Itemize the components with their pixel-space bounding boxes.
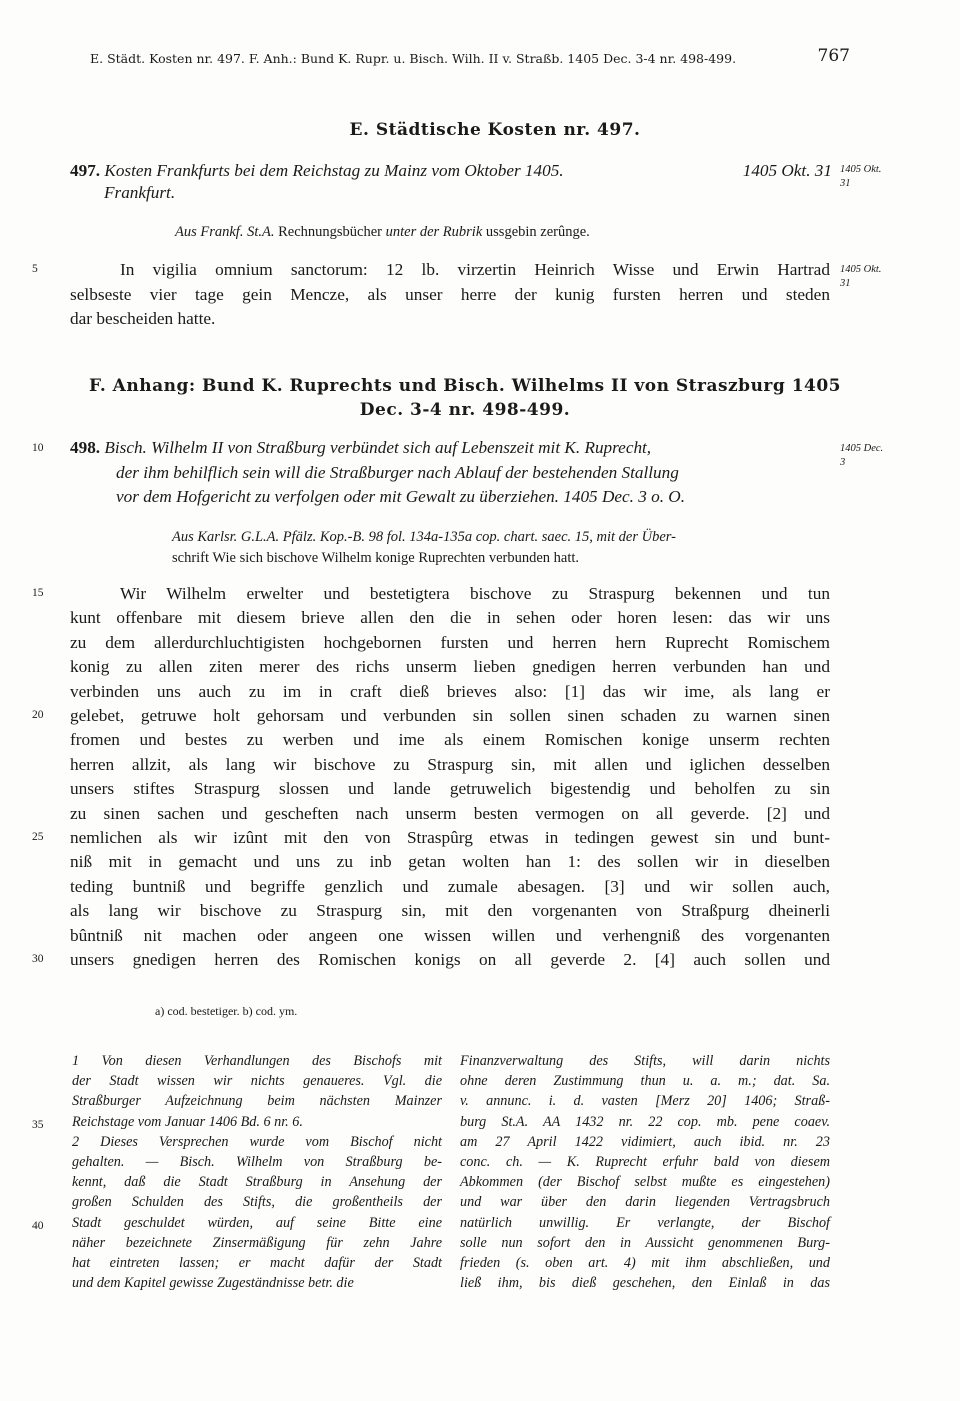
entry-497-number: 497. <box>70 161 101 180</box>
entry-497-body-line: In vigilia omnium sanctorum: 12 lb. virzertin Heinrich Wisse und Erwin Hartrad <box>120 260 830 279</box>
footnote-line: 1 Von diesen Verhandlungen des Bischofs mit <box>72 1053 442 1069</box>
line-number: 40 <box>32 1219 44 1232</box>
footnote-line: und war über den darin liegenden Vertragsbruch <box>460 1194 830 1211</box>
footnote-line: frieden (s. oben art. 4) mit ihm abschließen, und <box>460 1255 830 1272</box>
footnote-line: 2 Dieses Versprechen wurde vom Bischof nicht <box>72 1133 442 1150</box>
footnote-line: solle nun sofort den in Aussicht genommenen Burg- <box>460 1234 830 1251</box>
charter-line: nemlichen als wir izûnt mit den von Straspûrg etwas in tedingen gewest sin und bunt- <box>70 828 830 847</box>
footnote-line: der Stadt wissen wir nichts genaueres. Vgl. die <box>72 1073 442 1090</box>
charter-line: teding buntniß und begriffe genzlich und zumale abesagen. [3] und wir sollen auch, <box>70 876 830 896</box>
footnote-line: Reichstage vom Januar 1406 Bd. 6 nr. 6. <box>72 1113 303 1130</box>
entry-497-title-line1: Kosten Frankfurts bei dem Reichstag zu Mainz vom Oktober 1405. <box>104 161 564 180</box>
footnote-line: conc. ch. — K. Ruprecht erfuhr bald von diesem <box>460 1154 830 1171</box>
line-number: 10 <box>32 442 44 454</box>
entry-498-title-line2: der ihm behilflich sein will die Straßburger nach Ablauf der bestehenden Stallung <box>116 462 679 482</box>
entry-497-body-line: dar bescheiden hatte. <box>70 309 216 328</box>
charter-line: unsers gnedigen herren des Romischen konigs on all geverde 2. [4] auch sollen und <box>70 950 830 969</box>
footnote-line: näher bezeichnete Zinsermäßigung für zehn Jahre <box>72 1234 442 1251</box>
source-record: Rechnungsbücher <box>278 224 382 240</box>
entry-497-date: 1405 Okt. 31 <box>742 161 832 180</box>
line-number: 15 <box>32 587 44 599</box>
entry-498-source-line1: Aus Karlsr. G.L.A. Pfälz. Kop.-B. 98 fol. 134a-135a cop. chart. saec. 15, mit der Über- <box>172 529 676 545</box>
footnote-line: gehalten. — Bisch. Wilhelm von Straßburg be- <box>72 1154 442 1171</box>
source-archive: Aus Frankf. St.A. <box>175 224 275 240</box>
entry-498-margin-date: 1405 Dec. 3 <box>840 443 884 468</box>
footnote-line: ohne deren Zustimmung thun u. a. m.; dat. Sa. <box>460 1073 830 1090</box>
charter-line: unsers stiftes Straspurg slossen und lande getruwelich bigestendig und beholfen zu sin <box>70 779 830 799</box>
footnote-line: natürlich unwillig. Er verlangte, der Bischof <box>460 1214 830 1231</box>
line-number: 20 <box>32 709 44 721</box>
section-f-title <box>70 374 860 422</box>
charter-line: herren allzit, als lang wir bischove zu Straspurg sin, mit allen und iglichen desselben <box>70 754 830 774</box>
charter-line: zu sinen sachen und gescheften nach unserm besten vermogen on all geverde. [2] und <box>70 803 830 823</box>
charter-line: bûntniß nit machen oder angeen one wissen willen und verhengniß des vorgenanten <box>70 925 830 945</box>
section-f-title-line1: F. Anhang: Bund K. Ruprechts und Bisch. Wilhelms II von Straszburg 1405 <box>88 376 842 396</box>
entry-498-number: 498. <box>70 438 101 457</box>
charter-line: kunt offenbare mit diesem brieve allen den die in sehen oder horen lesen: das wir uns <box>70 608 830 628</box>
charter-line: konig zu allen ziten merer des richs unserm lieben gnedigen herren verbunden han und <box>70 657 830 677</box>
line-number: 25 <box>32 831 44 843</box>
line-number: 5 <box>32 263 38 275</box>
charter-line: Wir Wilhelm erwelter und bestetigtera bischove zu Straspurg bekennen und tun <box>120 584 830 603</box>
charter-line: verbinden uns auch zu im in craft dieß brieves also: [1] das wir ime, als lang er <box>70 681 830 701</box>
charter-line: gelebet, getruwe holt gehorsam und verbunden sin sollen sinen schaden zu warnen sinen <box>70 706 830 725</box>
entry-497-body-line: selbseste vier tage gein Mencze, als unser herre der kunig fursten herren und steden <box>70 285 830 304</box>
running-head-text: E. Städt. Kosten nr. 497. F. Anh.: Bund K. Rupr. u. Bisch. Wilh. II v. Straßb. 1405 Dec. 3-4 nr. 498-499. <box>90 51 737 66</box>
entry-498-source <box>172 527 842 569</box>
running-head <box>90 46 850 68</box>
footnote-line: Straßburger Aufzeichnung beim nächsten Mainzer <box>72 1093 442 1110</box>
entry-497-title-line2: Frankfurt. <box>104 183 176 202</box>
footnote-line: v. annunc. i. d. vasten [Merz 20] 1406; Straß- <box>460 1093 830 1110</box>
footnote-line: am 27 April 1422 vidimiert, auch ibid. nr. 23 <box>460 1133 830 1150</box>
entry-497-source <box>175 222 900 243</box>
footnotes-left-column <box>32 1051 442 1293</box>
variant-notes: a) cod. bestetiger. b) cod. ym. <box>155 1004 298 1018</box>
source-rubric: ussgebin zerûnge. <box>485 224 590 240</box>
entry-498-header <box>70 436 840 510</box>
line-number: 35 <box>32 1118 44 1131</box>
footnote-line: burg St.A. AA 1432 nr. 22 cop. mb. pene coaev. <box>460 1113 830 1130</box>
charter-line: fromen und bestes zu werben und ime als einem Romischen konige unserm rechten <box>70 730 830 750</box>
footnote-line: Abkommen (der Bischof selbst mußte es eingestehen) <box>460 1174 830 1191</box>
source-rubric-label: unter der Rubrik <box>385 224 483 240</box>
entry-498-source-line2: schrift Wie sich bischove Wilhelm konige Ruprechten verbunden hatt. <box>172 550 580 566</box>
entry-497-margin-date: 1405 Okt. 31 <box>840 164 882 189</box>
section-f-title-line2: Dec. 3-4 nr. 498-499. <box>359 400 571 420</box>
entry-497-body-margin-date: 1405 Okt. 31 <box>840 264 882 289</box>
entry-498-title-line1: Bisch. Wilhelm II von Straßburg verbündet sich auf Lebenszeit mit K. Ruprecht, <box>104 438 652 457</box>
footnote-line: Finanzverwaltung des Stifts, will darin nichts <box>460 1053 830 1069</box>
footnote-line: und dem Kapitel gewisse Zugeständnisse betr. die <box>72 1275 354 1292</box>
footnote-line: hat eintreten lassen; er macht dafür der Stadt <box>72 1255 442 1272</box>
charter-line: niß mit in gemacht und uns zu inb getan wolten han 1: des sollen wir in dieselben <box>70 852 830 872</box>
entry-498-title-line3: vor dem Hofgericht zu verfolgen oder mit Gewalt zu überziehen. 1405 Dec. 3 o. O. <box>116 487 686 506</box>
line-number: 30 <box>32 953 44 965</box>
footnote-line: kennt, daß die Stadt Straßburg in Ansehung der <box>72 1174 442 1191</box>
page-number: 767 <box>817 46 850 66</box>
footnote-line: ließ ihm, bis dieß geschehen, den Einlaß in das <box>460 1275 830 1292</box>
charter-line: als lang wir bischove zu Straspurg sin, mit den vorgenanten von Straßpurg dheinerli <box>70 901 830 921</box>
section-e-title: E. Städtische Kosten nr. 497. <box>349 120 641 140</box>
entry-497-header <box>70 160 840 204</box>
charter-line: zu dem allerdurchluchtigisten hochgebornen fursten und herren hern Ruprecht Romischem <box>70 632 830 652</box>
footnote-line: Stadt geschuldet würden, auf seine Bitte eine <box>72 1214 442 1231</box>
footnote-line: großen Schulden des Stifts, die großentheils der <box>72 1194 442 1211</box>
footnotes-right-column <box>460 1051 830 1293</box>
